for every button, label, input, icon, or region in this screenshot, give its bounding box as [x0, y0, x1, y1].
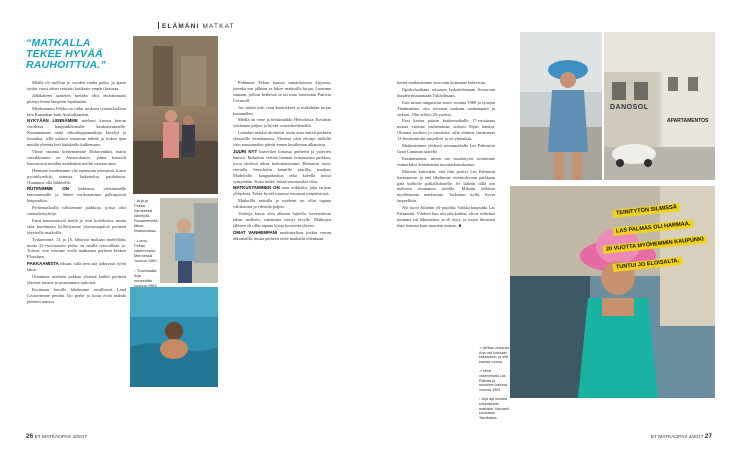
- paragraph: Opiskeluaikana reissasin laskettelemaan Arrenraan kuuden muutamaan Tukholmaan.: [397, 86, 495, 98]
- photo-child-window: [160, 198, 218, 283]
- section-bar-left: [158, 22, 159, 29]
- paragraph: Matkustimme yhdessä seuramatkalle Las Palmasiin Gran Canarian saarelle.: [397, 143, 495, 154]
- paragraph: PAKKAAMISTA teksan, sillä teen sitä jatkuvasti työni takia.: [27, 261, 126, 273]
- paragraph: Meillä oli tuolloin jo vuoden vanha poika, ja ajatin tyttärt vuosi sitten viettäisi kotikotie ympäri kuurtaa.: [27, 80, 126, 91]
- paragraph: Kun minut rangaistiin ensin vuonna 1989 ja työajan Thaimaahan, otin reissuun mukaan vanhempani ja siskoni. Olin silloin 25-vuotias.: [397, 99, 495, 117]
- paragraph: Muistan kuitenkin, että olin perityt Las Palmasin harmauteen ja että lähdimme eteentulevaan paikkaan pala kalliolle paikallishotelle. Se lähetin tällä sen mahtava muutamia tytöille. Mikään tällaista myöhemmin matkustaja. Tarkoitan kyllä, hyvin tarpeellista.: [397, 168, 495, 204]
- paragraph: Osaamme mieheni pakkaa yleensä kaikki perheen yhteiset tavarat ja muistamme tarkoitat.: [27, 274, 126, 285]
- caption: ↗ Afrikan-reissulla Arja osti kokoaan käsilaukun, ja sitä kantaa vuosia.: [479, 346, 510, 364]
- paragraph: NYKYÄÄN LENNÄMME mieheni kanssa kerran vuodessa kaupunkilomalle kaukaisemmalle. Kumanumme näitä viikonloppumatkoja kävelyä ja lomailua, sillä valtava intomme nähdä ja kokea ajaa meidät yleensä heti kaikkialle kulkemaan.: [27, 118, 126, 148]
- paragraph: Jos säästä tule, otan kuulokkeet ja makuhdan kirjaa kuunnellen.: [233, 104, 331, 116]
- folio-text-left: ET MATKAOPAS 4/2017: [34, 435, 88, 440]
- caption: ↑ Lomo, Pekan vasemmalla, Mennessä vuonna 1980.: [134, 238, 158, 263]
- paragraph: Kotimaan lomille lähdemme tavallisesti Land Cruiserimme perään. Iso perhe ja koira eivät mahdu pieneen autoon.: [27, 286, 126, 304]
- page-number-right: 27: [704, 433, 712, 440]
- end-mark: ■: [458, 222, 462, 228]
- paragraph: OMAT VANHEMPANI matkustelivat jonkin verran ulkomailla, mutta perheen eiole matkailu ollenkaan.: [233, 229, 331, 241]
- folio-text-right: ET MATKAOPAS 4/2017: [650, 435, 704, 440]
- page-number-left: 26: [26, 433, 34, 440]
- photo-pool-woman: [130, 287, 218, 387]
- folio-right: [651, 433, 712, 440]
- caption: ↓ Thamsaala, Arja ennestään vuonna 1983.: [134, 268, 158, 288]
- paragraph: Ensimmäinen, miten me maalaitytöt toimimme esimerkiksi lentokentän turvatarkastuksessa.: [397, 155, 495, 167]
- paragraph: Nyt tuore Atlantin yli-puijolta. Vaikka kaupunki Las Palmasiin. Vihdoin kun sen että kaiken, olivat selkeästi tuomma vai lähiseudun, ja eli täyty, ja isojen ihmisten ihan harmaa kuin nuorteni muisto. ■: [397, 205, 495, 228]
- lead-in: MATKUSTAMINEN ON: [233, 185, 280, 191]
- caption: ↑ Arja ja Pekka hämeessä kävelyllä, Rovaniemellä, lähes ilmakuvassa.: [134, 198, 159, 233]
- paragraph: Perhematkoilla valitsemme paikkoja, joissa olisi suomalaistyttöjä.: [27, 205, 126, 217]
- paragraph: Ensi kertaa pääsin kaukomatkalle 17-vuotiaana minua vuotiaa vanhemman siskoni Eijan kanssa. Olimme tuolloin jo itsenäisiä, sillä olimme laadanneet 13-kesäisinä aiti taistelleet ja eri yhtäaikaa.: [397, 118, 495, 142]
- paragraph: RUTIINIMME ON laskeutua yleisimmälle lentoasemalle ja lähteä vuokraamaan polkupyörät kaupunkiin.: [27, 186, 126, 204]
- captions-left: [134, 198, 158, 293]
- yellow-line: TEINITYTÖN SILMISSÄ: [613, 203, 681, 218]
- section-right: MATKAT: [202, 23, 235, 30]
- photo-couple-art: [133, 36, 218, 194]
- paragraph: heenä matkustimme aina vain kotimaan kohteisiin.: [397, 80, 487, 85]
- paragraph: JUURI NYT haaveilen lomasta perheeni ja ystävien kanssa. Haluaisin viettää hieman erinomaista paikkaa, jossa yhdessä aikaa kartoittaisimme, Haluaisin myös vierailla Seeschelin kaunille saarilla, matkaa, Madeiralle, kauppakeskus sekä kävellä missä syntymään. Kuka tietää, missä seuraavaksi olen.: [233, 148, 331, 184]
- yellow-line: LAS PALMAS OLI HARMAA,: [613, 220, 694, 236]
- sign-danosol: DANOSOL: [610, 104, 649, 111]
- lead-in: RUTIINIMME ON: [27, 186, 69, 192]
- pull-quote: “MATKALLA TEKEE HYVÄÄ RAUHOITTUA.”: [26, 37, 106, 71]
- paragraph: Pidämme Pekan kanssa samanlaisista kirjoista, jotenka sen jälkeen se lukee matkoilla kirjaa. Luemme samaan, jolloin hetkessä se tai muu laisessaan Patricia Cornwell.: [233, 80, 331, 103]
- sign-apartamentos: APARTAMENTOS: [667, 118, 709, 124]
- paragraph: Matkoilla minulla ja mieheni on ollut tapana valokuvata ja vdeoida paljon.: [233, 198, 331, 210]
- lead-in: PAKKAAMISTA: [27, 261, 59, 267]
- photo-pool-art: [130, 287, 218, 387]
- caption: ↓ Arja aja uimalla toisenkerran matkalla. Vahvasti kuuluisaa Tamikassa.: [479, 397, 509, 420]
- caption: ↗ Minä vasemmalla Las Palmas ja seurueen kanssa vuonna 1983.: [479, 369, 508, 392]
- photo-street-buildings: [604, 32, 715, 180]
- text-column-3: [397, 80, 495, 230]
- lead-in: NYKYÄÄN LENNÄMME: [27, 118, 78, 124]
- paragraph: Tyttäremme, 14 ja 16, lähtevät mukaan mielellään, mutta 22-vuotiaaseen poika on omilla reissuillaan jo. Toivon, että voimme viedä matkastaa perheen kesken Floridaan.: [27, 236, 126, 260]
- paragraph: Viime vuonna kohteinamme Dubrovnikin, marta suosikkimme on Amsterdamin, jonka kanavilt lumoutuvat meidän muidenkin meiltä vaastaa aina.: [27, 148, 126, 166]
- paragraph: Meillä on vene ja keskimäikki Heinolassa. Kesäisin vietämme paljon ja hyvää veneretkeilemällä.: [233, 117, 331, 129]
- section-left: ELÄMÄNI: [162, 23, 200, 30]
- captions-right: [479, 346, 511, 425]
- text-column-2: [233, 80, 331, 243]
- photo-child-art: [160, 198, 218, 283]
- paragraph: Fantt kunnossatyöt meilä jo ovat koivikossa, mutta siitä huolimatta kyllästymme yksitoistapäivä perheen yhteiselle matkoille.: [27, 217, 126, 235]
- section-header: [155, 22, 235, 30]
- photo-beach-art: [520, 32, 602, 180]
- paragraph: Haemme lomiltamme yhä enemmän tekemistä, kuten pyöräilyretkiä, uimista, laskettelua, patikointia. Osaamme olla liikkeellä.: [27, 167, 126, 185]
- photo-couple: [133, 36, 218, 194]
- photo-beach-woman: [520, 32, 602, 180]
- folio-left: [26, 433, 87, 440]
- yellow-line: 20 VUOTTA MYÖHEMMIN KAUPUNKI: [603, 235, 707, 254]
- paragraph: Lemakin matkat aloittavat usein aina eniten perheen yhteisölle heinäkuussa. Yleensä olen ehtinyt mökillä vain muutamakin päivät ennen kesäloman alkamista.: [233, 130, 331, 148]
- paragraph: Jälkikäteen ajattelen meidän olisi ehdottomasti pitänyt lennä lämpöön lepäämään.: [27, 92, 126, 104]
- lead-in: JUURI NYT: [233, 148, 258, 154]
- paragraph: Myöhemmin Pekka on tullut mukaan työmatkoilleni niin Kanadaan kuin Australiaankin.: [27, 105, 126, 117]
- lead-in: OMAT VANHEMPANI: [233, 229, 278, 235]
- yellow-line: TUNTUI JO ELOISALTA.: [613, 257, 683, 272]
- paragraph: Vanhoja kuvia olen alkanut lajitella, kavetentesta rahaa melkein, sutettuani vienyt levylle. Matkojen jälkeen oli ollut tapana koota koostetta yhteen.: [233, 211, 331, 228]
- text-column-1: [27, 80, 126, 306]
- yellow-caption-quote: [605, 202, 723, 274]
- paragraph: MATKUSTAMINEN ON aina seikkailu, joka tarjoaa yllätyksiä. Tekee hyvää irtautua totutusta ympäristöstä.: [233, 185, 332, 197]
